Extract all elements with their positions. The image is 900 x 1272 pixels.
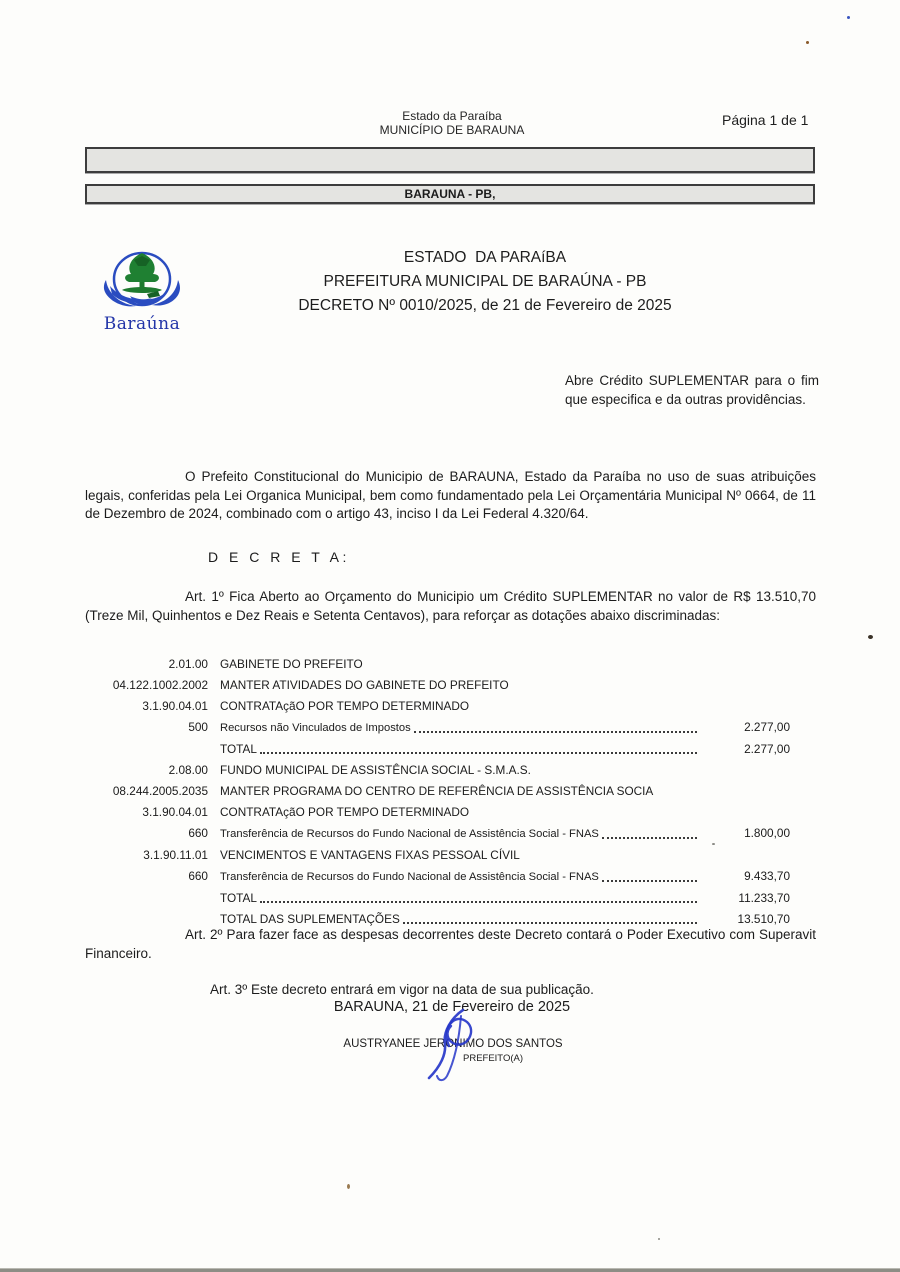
budget-row bbox=[85, 764, 790, 777]
decreta-label: D E C R E T A: bbox=[208, 549, 350, 565]
city-stamp-box: BARAUNA - PB, bbox=[85, 184, 815, 204]
document-title bbox=[135, 246, 835, 318]
dotted-leader bbox=[414, 731, 697, 733]
article-2: Art. 2º Para fazer face as despesas decorrentes deste Decreto contará o Poder Executivo com Superavit Financeiro. bbox=[85, 927, 816, 961]
scan-speck bbox=[806, 41, 809, 44]
budget-value: 2.277,00 bbox=[744, 742, 790, 756]
date-place-line: BARAUNA, 21 de Fevereiro de 2025 bbox=[333, 999, 571, 1015]
dotted-leader bbox=[260, 901, 697, 903]
signature-icon bbox=[415, 1002, 505, 1092]
budget-code: 3.1.90.11.01 bbox=[143, 848, 208, 862]
signer-name: AUSTRYANEE JERONIMO DOS SANTOS bbox=[343, 1038, 563, 1050]
budget-description: CONTRATAçãO POR TEMPO DETERMINADO bbox=[220, 699, 470, 713]
budget-value: 9.433,70 bbox=[744, 869, 790, 883]
budget-row bbox=[85, 700, 790, 713]
budget-code: 04.122.1002.2002 bbox=[112, 678, 208, 692]
budget-value: 2.277,00 bbox=[744, 720, 790, 734]
title-state-line: ESTADO DA PARAíBA bbox=[403, 249, 567, 266]
scan-speck bbox=[347, 1184, 350, 1189]
preamble-paragraph: O Prefeito Constitucional do Municipio de BARAUNA, Estado da Paraíba no uso de suas atribuições legais, conferidas pela Lei Organica Municipal, bem como fundamentado pela Lei Orçamentária Municipal Nº 0664, de 11 de Dezembro de 2024, combinado com o artigo 43, inciso I da Lei Federal 4.320/64. bbox=[85, 469, 816, 522]
budget-code: 08.244.2005.2035 bbox=[112, 784, 208, 798]
decree-summary: Abre Crédito SUPLEMENTAR para o fim que especifica e da outras providências. bbox=[565, 373, 819, 407]
budget-description: TOTAL bbox=[220, 742, 257, 756]
title-prefeitura-line: PREFEITURA MUNICIPAL DE BARAÚNA - PB bbox=[323, 273, 647, 290]
budget-code: 3.1.90.04.01 bbox=[142, 699, 208, 713]
article-1: Art. 1º Fica Aberto ao Orçamento do Municipio um Crédito SUPLEMENTAR no valor de R$ 13.510,70 (Treze Mil, Quinhentos e Dez Reais e Setenta Centavos), para reforçar as dotações abaixo discriminadas: bbox=[85, 589, 816, 623]
budget-code: 2.01.00 bbox=[168, 657, 208, 671]
budget-code: 660 bbox=[188, 826, 208, 840]
budget-row bbox=[85, 913, 790, 926]
signer-role: PREFEITO(A) bbox=[463, 1053, 523, 1064]
budget-value: 11.233,70 bbox=[738, 891, 790, 905]
budget-row bbox=[85, 849, 790, 862]
budget-description: TOTAL bbox=[220, 891, 257, 905]
budget-row bbox=[85, 658, 790, 671]
budget-row bbox=[85, 743, 790, 756]
dotted-leader bbox=[403, 922, 697, 924]
budget-row bbox=[85, 721, 790, 735]
budget-value: 13.510,70 bbox=[737, 912, 790, 926]
letterhead-state: Estado da Paraíba bbox=[402, 109, 502, 123]
budget-description: Recursos não Vinculados de Impostos bbox=[220, 722, 411, 734]
scan-bottom-edge bbox=[0, 1268, 900, 1272]
budget-description: MANTER PROGRAMA DO CENTRO DE REFERÊNCIA DE ASSISTÊNCIA SOCIA bbox=[220, 784, 654, 798]
scan-speck bbox=[847, 16, 850, 19]
scan-speck bbox=[712, 843, 715, 845]
article-3: Art. 3º Este decreto entrará em vigor na data de sua publicação. bbox=[210, 982, 594, 997]
scan-speck bbox=[868, 635, 873, 639]
budget-description: TOTAL DAS SUPLEMENTAÇÕES bbox=[220, 912, 400, 926]
letterhead-municipality: MUNICÍPIO DE BARAUNA bbox=[379, 123, 525, 137]
budget-description: CONTRATAçãO POR TEMPO DETERMINADO bbox=[220, 805, 470, 819]
dotted-leader bbox=[602, 880, 697, 882]
budget-table bbox=[85, 658, 790, 934]
budget-row bbox=[85, 827, 790, 841]
budget-description: MANTER ATIVIDADES DO GABINETE DO PREFEITO bbox=[220, 678, 509, 692]
budget-description: FUNDO MUNICIPAL DE ASSISTÊNCIA SOCIAL - S.M.A.S. bbox=[220, 763, 531, 777]
budget-description: GABINETE DO PREFEITO bbox=[220, 657, 363, 671]
dotted-leader bbox=[602, 837, 697, 839]
page-number: Página 1 de 1 bbox=[722, 112, 809, 128]
budget-code: 660 bbox=[188, 869, 208, 883]
budget-description: Transferência de Recursos do Fundo Nacional de Assistência Social - FNAS bbox=[220, 828, 599, 840]
budget-row bbox=[85, 806, 790, 819]
budget-row bbox=[85, 679, 790, 692]
budget-code: 2.08.00 bbox=[168, 763, 208, 777]
dotted-leader bbox=[260, 752, 697, 754]
scan-speck bbox=[658, 1238, 660, 1240]
budget-value: 1.800,00 bbox=[744, 826, 790, 840]
budget-row bbox=[85, 785, 790, 798]
seal-caption: Baraúna bbox=[103, 314, 181, 334]
budget-description: Transferência de Recursos do Fundo Nacional de Assistência Social - FNAS bbox=[220, 871, 599, 883]
title-decreto-line: DECRETO Nº 0010/2025, de 21 de Fevereiro de 2025 bbox=[298, 297, 672, 314]
empty-stamp-box bbox=[85, 147, 815, 173]
budget-description: VENCIMENTOS E VANTAGENS FIXAS PESSOAL CÍVIL bbox=[220, 848, 520, 862]
budget-code: 3.1.90.04.01 bbox=[142, 805, 208, 819]
budget-row bbox=[85, 892, 790, 905]
budget-code: 500 bbox=[188, 720, 208, 734]
budget-row bbox=[85, 870, 790, 884]
